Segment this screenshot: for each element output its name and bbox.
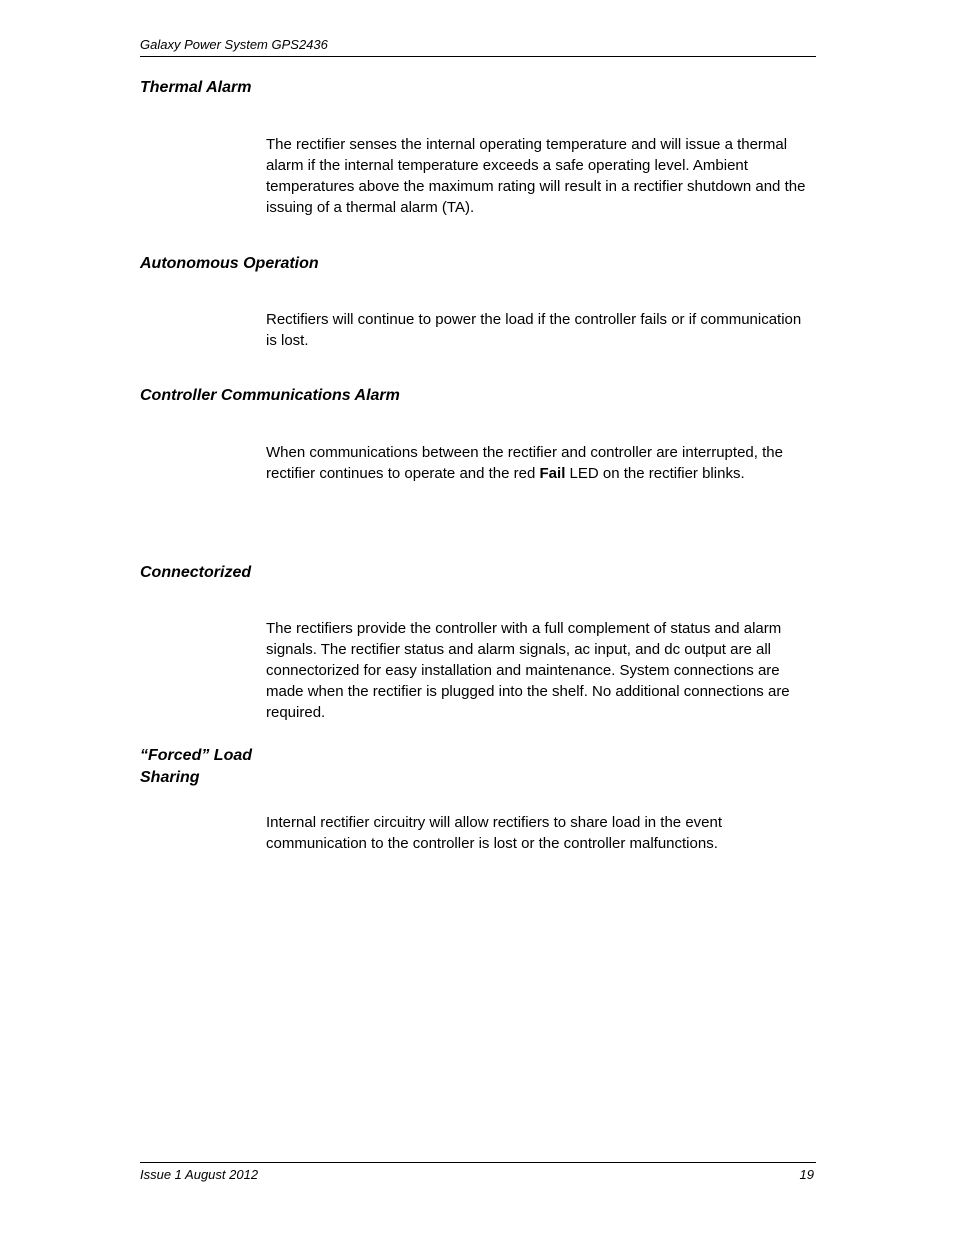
heading-controller-communications-alarm: Controller Communications Alarm <box>140 387 400 404</box>
heading-forced-load-sharing: “Forced” Load Sharing <box>140 747 253 786</box>
running-header: Galaxy Power System GPS2436 <box>140 37 328 52</box>
heading-connectorized: Connectorized <box>140 564 252 581</box>
paragraph-forced-load-sharing: Internal rectifier circuitry will allow rectifiers to share load in the event communication to the controller is lost or the controller malfunctions. <box>266 814 723 852</box>
paragraph-controller-communications-alarm <box>266 442 806 484</box>
paragraph-connectorized: The rectifiers provide the controller with a full complement of status and alarm signals. The rectifier status and alarm signals, ac input, and dc output are all connectorized for easy installation and maintenance. System connections are made when the rectifier is plugged into the shelf. No additional connections are required. <box>266 620 790 721</box>
page-number: 19 <box>799 1167 814 1182</box>
issue-date: Issue 1 August 2012 <box>140 1167 259 1182</box>
paragraph-thermal-alarm: The rectifier senses the internal operating temperature and will issue a thermal alarm if the internal temperature exceeds a safe operating level. Ambient temperatures above the maximum rating will result in a rectifier shutdown and the issuing of a thermal alarm (TA). <box>266 136 806 216</box>
header-rule <box>140 56 816 57</box>
heading-autonomous-operation: Autonomous Operation <box>140 255 319 272</box>
footer-rule <box>140 1162 816 1163</box>
heading-thermal-alarm: Thermal Alarm <box>140 79 252 96</box>
paragraph-text: When communications between the rectifier and controller are interrupted, the rectifier continues to operate and the red <box>266 444 783 482</box>
fail-led-label: Fail <box>539 465 566 482</box>
paragraph-autonomous-operation: Rectifiers will continue to power the load if the controller fails or if communication is lost. <box>266 311 802 349</box>
page-footer <box>140 1166 816 1183</box>
paragraph-text: LED on the rectifier blinks. <box>565 465 745 482</box>
